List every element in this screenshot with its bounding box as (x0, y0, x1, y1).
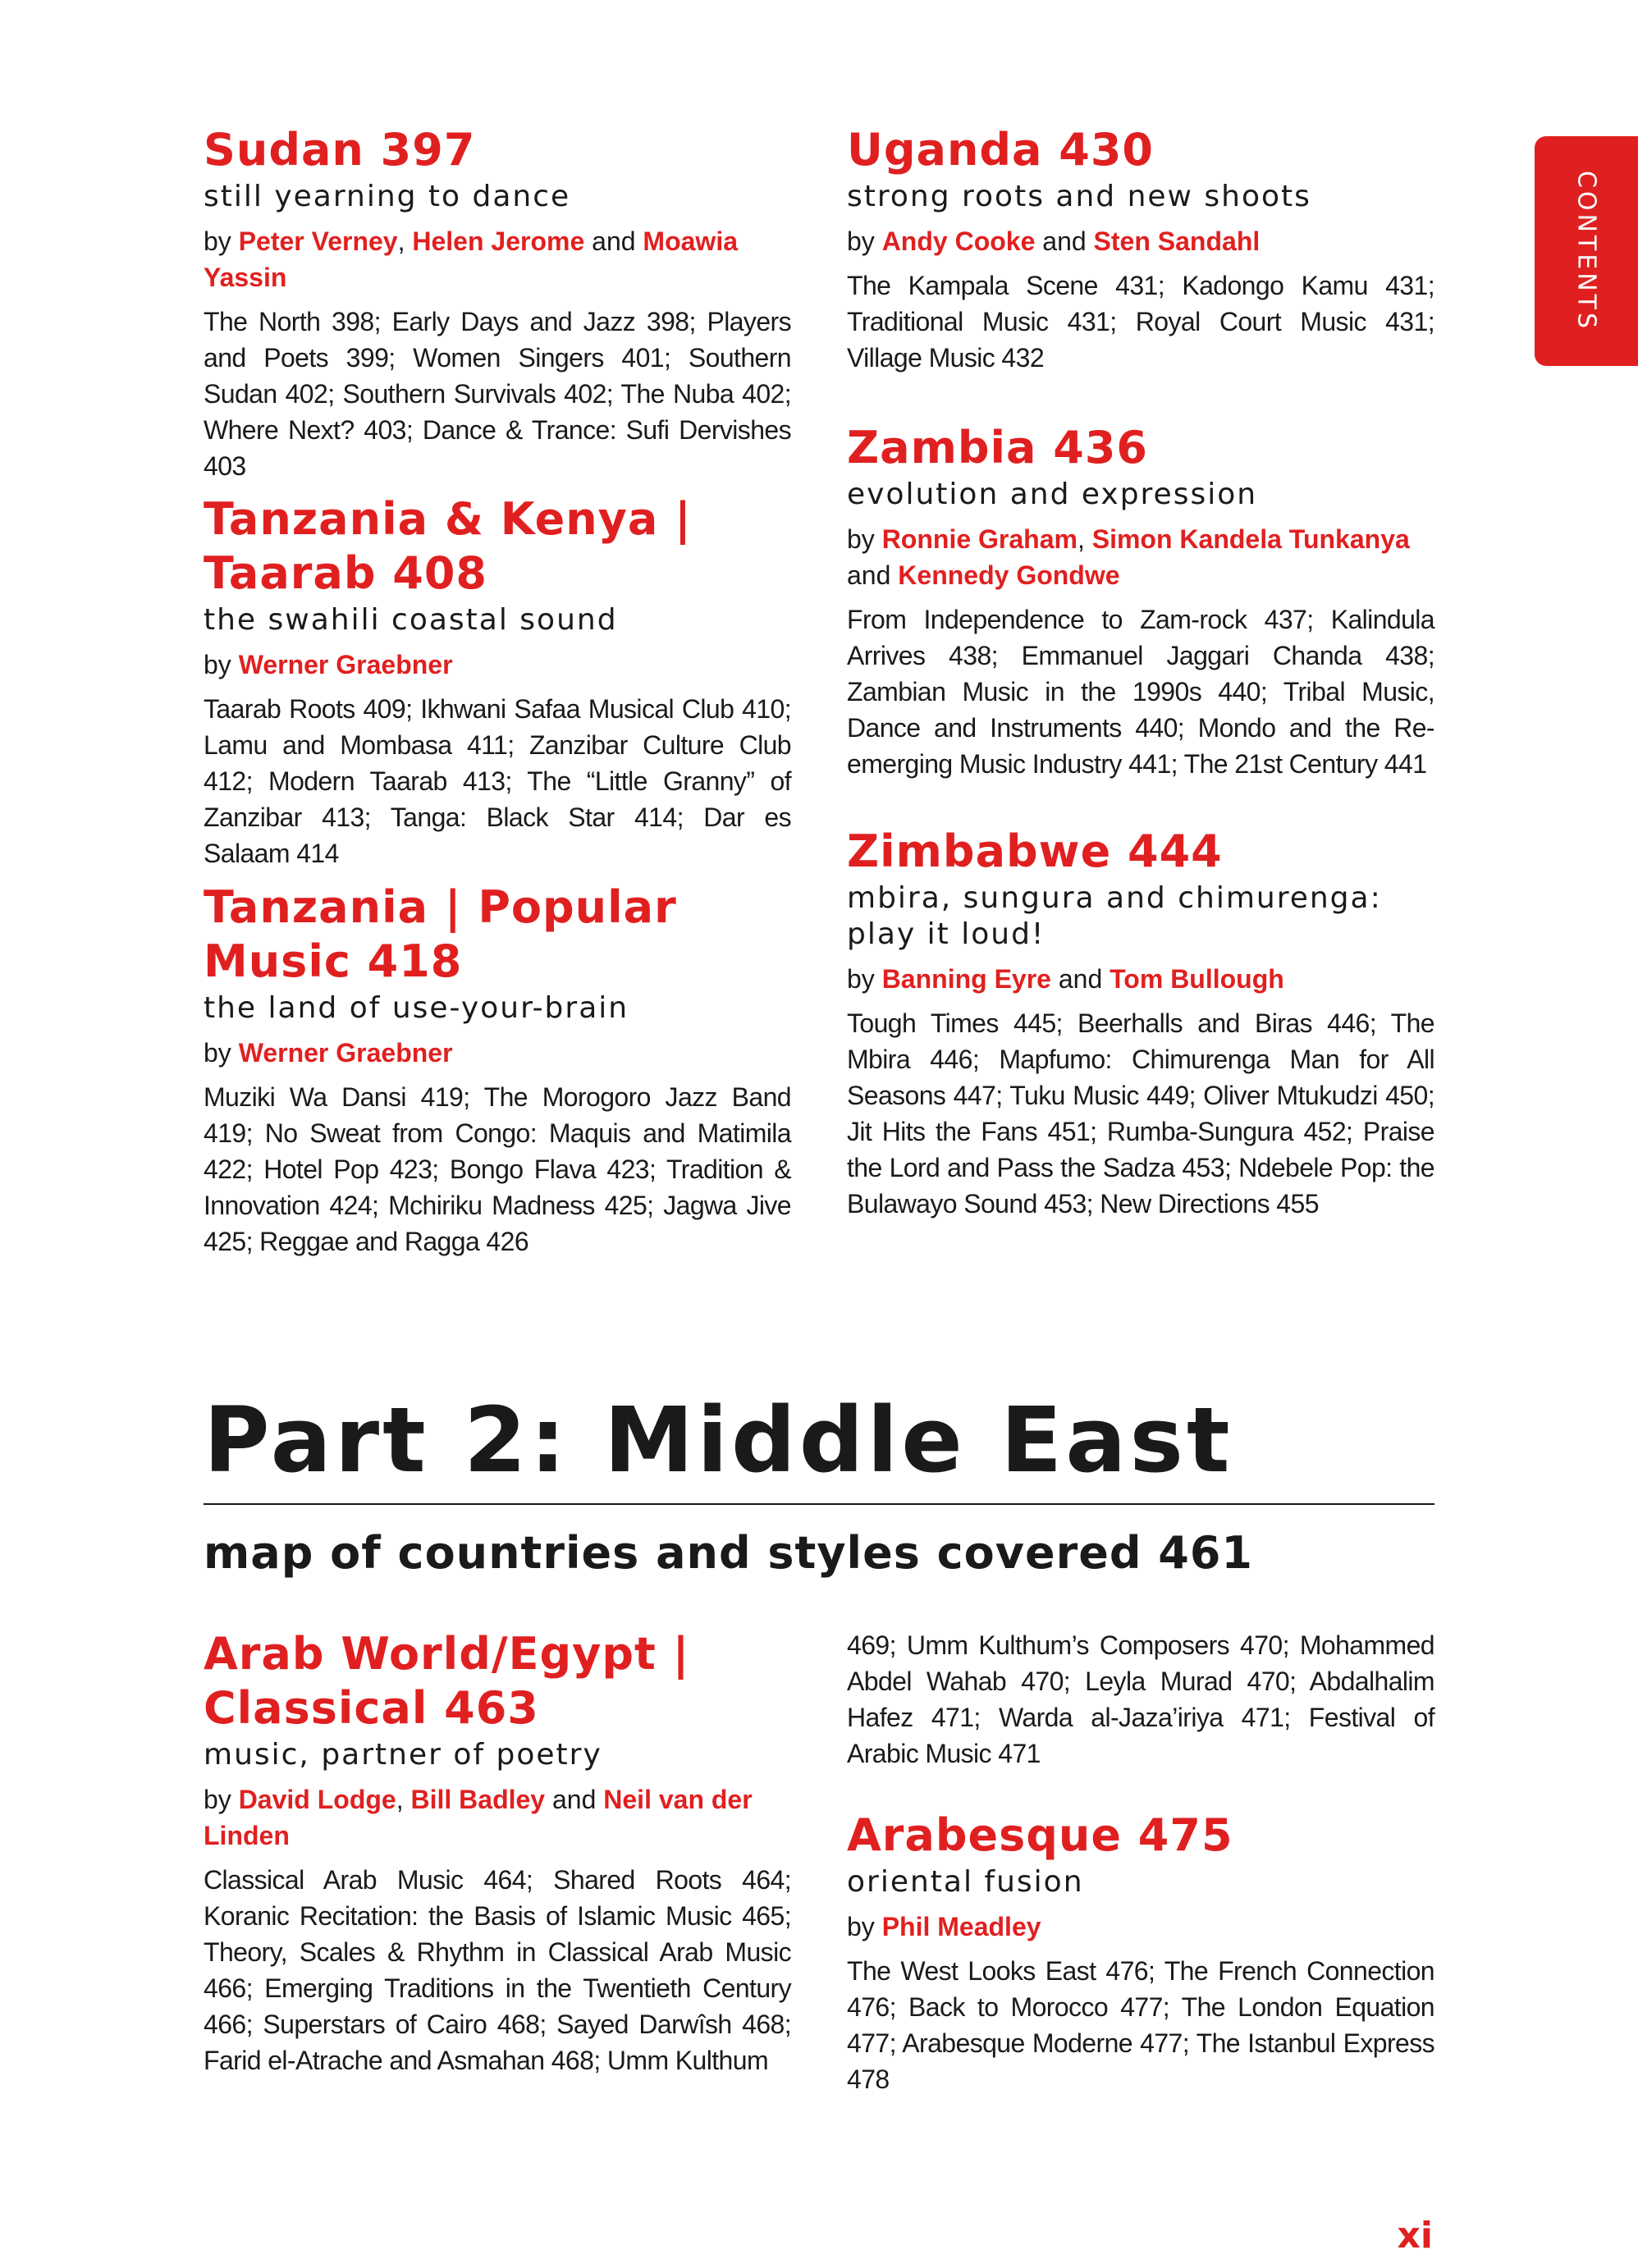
entry-subtitle: still yearning to dance (204, 180, 571, 213)
entry-byline (847, 1909, 1434, 1945)
entry-title: Uganda 430 (847, 124, 1154, 176)
entry-sections: Taarab Roots 409; Ikhwani Safaa Musical Club 410; Lamu and Mombasa 411; Zanzibar Culture Club 412; Modern Taarab 413; The “Little Granny” of Zanzibar 413; Tanga: Black Star 414; Dar es Salaam 414 (204, 694, 791, 868)
byline-by: by (204, 1785, 231, 1814)
part-divider (204, 1503, 1434, 1505)
entry-tanzania-kenya-taarab (204, 492, 791, 871)
entry-byline (204, 1035, 791, 1071)
author-name[interactable]: Neil van der Linden (204, 1785, 753, 1850)
entry-byline (847, 961, 1434, 997)
byline-by: by (847, 524, 875, 554)
author-name[interactable]: Banning Eyre (881, 964, 1051, 994)
byline-separator: , (1077, 524, 1092, 554)
author-name[interactable]: Kennedy Gondwe (898, 560, 1120, 590)
byline-separator: , (396, 1785, 411, 1814)
entry-title: Sudan 397 (204, 124, 476, 176)
part-title: Part 2: Middle East (204, 1388, 1233, 1493)
entry-subtitle: strong roots and new shoots (847, 180, 1311, 213)
entry-subtitle: oriental fusion (847, 1865, 1084, 1899)
byline-by: by (847, 226, 875, 256)
entry-byline (847, 521, 1434, 593)
author-name[interactable]: Bill Badley (410, 1785, 546, 1814)
author-name[interactable]: Werner Graebner (238, 650, 453, 679)
entry-uganda (847, 123, 1434, 376)
entry-sections: Classical Arab Music 464; Shared Roots 464; Koranic Recitation: the Basis of Islamic Music 465; Theory, Scales & Rhythm in Classical Arab Music 466; Emerging Traditions in the Twentieth Century 466; Superstars of Cairo 468; Sayed Darwîsh 468; Farid el-Atrache and Asmahan 468; Umm Kulthum (204, 1865, 791, 2075)
entry-title: Tanzania & Kenya | Taarab 408 (204, 493, 692, 599)
byline-separator: and (847, 560, 899, 590)
page-number: xi (1397, 2215, 1433, 2257)
entry-byline (204, 647, 791, 683)
byline-by: by (847, 964, 875, 994)
author-name[interactable]: Tom Bullough (1110, 964, 1284, 994)
byline-by: by (847, 1912, 875, 1941)
entry-sections: The Kampala Scene 431; Kadongo Kamu 431; Traditional Music 431; Royal Court Music 431; Village Music 432 (847, 271, 1434, 373)
byline-separator: and (545, 1785, 604, 1814)
entry-tanzania-popular-music (204, 880, 791, 1260)
author-name[interactable]: Sten Sandahl (1093, 226, 1261, 256)
byline-by: by (204, 1038, 231, 1068)
byline-separator: and (1035, 226, 1094, 256)
entry-sections: From Independence to Zam-rock 437; Kalindula Arrives 438; Emmanuel Jaggari Chanda 438; Zambian Music in the 1990s 440; Tribal Music, Dance and Instruments 440; Mondo and the Re-emerging Music Industry 441; The 21st Century 441 (847, 605, 1434, 779)
entry-byline (204, 1781, 791, 1854)
entry-title: Arab World/Egypt | Classical 463 (204, 1628, 690, 1734)
contents-tab-label: CONTENTS (1572, 170, 1601, 332)
entry-byline (204, 223, 791, 295)
entry-subtitle: evolution and expression (847, 478, 1258, 511)
map-line[interactable]: map of countries and styles covered 461 (204, 1527, 1253, 1579)
entry-continued (847, 1627, 1434, 1772)
entry-sections: The North 398; Early Days and Jazz 398; Players and Poets 399; Women Singers 401; Southern Sudan 402; Southern Survivals 402; The Nuba 402; Where Next? 403; Dance & Trance: Sufi Dervishes 403 (204, 307, 791, 481)
entry-sections: The West Looks East 476; The French Connection 476; Back to Morocco 477; The London Equation 477; Arabesque Moderne 477; The Istanbul Express 478 (847, 1956, 1434, 2094)
author-name[interactable]: Peter Verney (238, 226, 398, 256)
author-name[interactable]: Werner Graebner (238, 1038, 453, 1068)
byline-by: by (204, 650, 231, 679)
entry-subtitle: the swahili coastal sound (204, 603, 618, 637)
entry-byline (847, 223, 1434, 259)
author-name[interactable]: Moawia Yassin (204, 226, 738, 292)
author-name[interactable]: Andy Cooke (881, 226, 1036, 256)
entry-sections: Tough Times 445; Beerhalls and Biras 446; The Mbira 446; Mapfumo: Chimurenga Man for All Seasons 447; Tuku Music 449; Oliver Mtukudzi 450; Jit Hits the Fans 451; Rumba-Sungura 452; Praise the Lord and Pass the Sadza 453; Ndebele Pop: the Bulawayo Sound 453; New Directions 455 (847, 1008, 1434, 1219)
entry-zambia (847, 421, 1434, 782)
byline-separator: , (397, 226, 413, 256)
entry-sudan (204, 123, 791, 484)
entry-subtitle: music, partner of poetry (204, 1738, 602, 1772)
entry-title: Arabesque 475 (847, 1809, 1233, 1861)
entry-sections: Muziki Wa Dansi 419; The Morogoro Jazz Band 419; No Sweat from Congo: Maquis and Matimila 422; Hotel Pop 423; Bongo Flava 423; Tradition & Innovation 424; Mchiriku Madness 425; Jagwa Jive 425; Reggae and Ragga 426 (204, 1082, 791, 1256)
contents-tab[interactable] (1535, 136, 1638, 366)
author-name[interactable]: Helen Jerome (412, 226, 585, 256)
byline-separator: and (1050, 964, 1110, 994)
entry-title: Zimbabwe 444 (847, 825, 1223, 877)
entry-sections-continued: 469; Umm Kulthum’s Composers 470; Mohammed Abdel Wahab 470; Leyla Murad 470; Abdalhalim Hafez 471; Warda al-Jaza’iriya 471; Festival of Arabic Music 471 (847, 1630, 1434, 1768)
entry-zimbabwe (847, 825, 1434, 1222)
entry-title: Tanzania | Popular Music 418 (204, 881, 677, 987)
author-name[interactable]: Phil Meadley (881, 1912, 1041, 1941)
entry-subtitle: mbira, sungura and chimurenga: play it loud! (847, 881, 1382, 951)
author-name[interactable]: Simon Kandela Tunkanya (1091, 524, 1410, 554)
author-name[interactable]: Ronnie Graham (881, 524, 1078, 554)
byline-by: by (204, 226, 231, 256)
byline-separator: and (584, 226, 643, 256)
entry-title: Zambia 436 (847, 422, 1148, 473)
author-name[interactable]: David Lodge (238, 1785, 396, 1814)
entry-arabesque (847, 1808, 1434, 2097)
entry-subtitle: the land of use-your-brain (204, 991, 629, 1025)
entry-arab-world-egypt-classical (204, 1627, 791, 2078)
